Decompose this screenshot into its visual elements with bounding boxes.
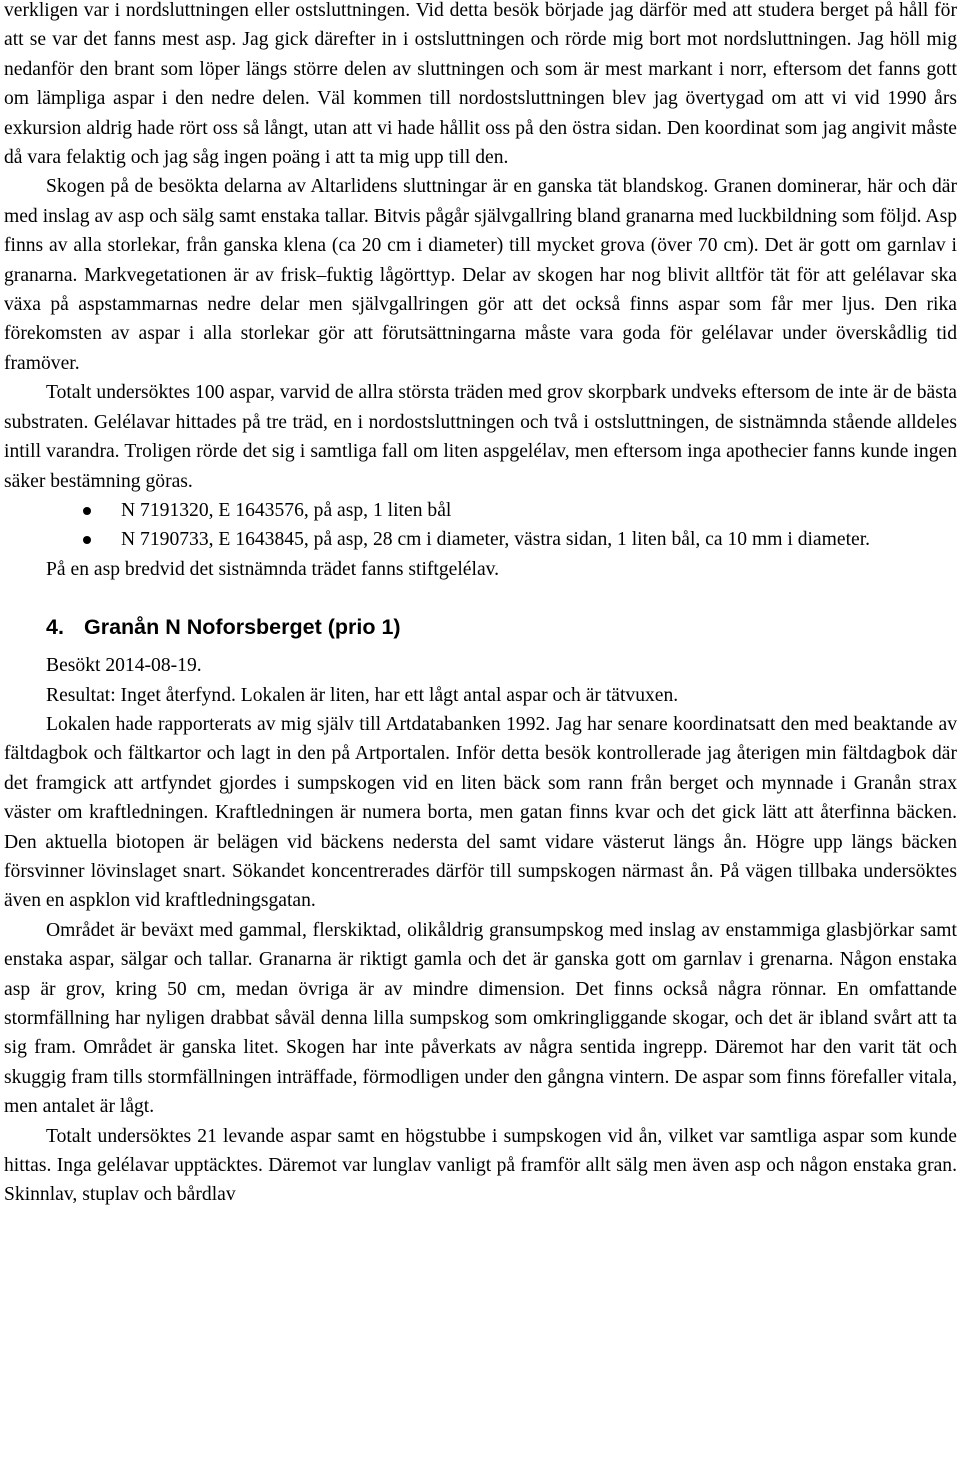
document-body <box>4 0 957 1210</box>
list-item <box>121 496 957 525</box>
list-item-text: N 7191320, E 1643576, på asp, 1 liten bål <box>121 499 452 521</box>
visit-date: Besökt 2014-08-19. <box>46 655 202 677</box>
list-item-text: N 7190733, E 1643845, på asp, 28 cm i diameter, västra sidan, 1 liten bål, ca 10 mm i diameter. <box>121 529 871 551</box>
paragraph-forest-description: Skogen på de besökta delarna av Altarlidens sluttningar är en ganska tät blandskog. Granen dominerar, här och där med inslag av asp och sälg samt enstaka tallar. Bitvis pågår självgallring bland granarna med luckbildning som följd. Asp finns av alla storlekar, från ganska klena (ca 20 cm i diameter) till mycket grova (över 70 cm). Det är gott om garnlav i granarna. Markvegetationen är av frisk–fuktig lågörttyp. Delar av skogen har nog blivit alltför tät för att gelélavar ska växa på aspstammarnas nedre delar men självgallringen gör att det också finns aspar som får mer ljus. Den rika förekomsten av aspar i alla storlekar gör att förutsättningarna måste vara goda för gelélavar under överskådlig tid framöver. <box>4 176 957 374</box>
paragraph-survey-results: Totalt undersöktes 100 aspar, varvid de allra största träden med grov skorpbark undveks eftersom de inte är de bästa substraten. Gelélavar hittades på tre träd, en i nordostsluttningen och två i ostsluttningen, de sistnämnda stående alldeles intill varandra. Troligen rörde det sig i samtliga fall om liten aspgelélav, men eftersom inga apothecier fanns kunde ingen säker bestämning göras. <box>4 382 957 492</box>
list-item <box>121 525 957 554</box>
paragraph-habitat: Området är beväxt med gammal, flerskiktad, olikåldrig gransumpskog med inslag av enstammiga glasbjörkar samt enstaka aspar, sälgar och tallar. Granarna är riktigt gamla och det är ganska gott om garnlav i grenarna. Någon enstaka asp är grov, kring 50 cm, medan övriga är av mindre dimension. Det finns också några rönnar. En omfattande stormfällning har nyligen drabbat såväl denna lilla sumpskog som omkringliggande skogar, och det är ibland svårt att ta sig fram. Området är ganska litet. Skogen har inte påverkats av några sentida ingrepp. Däremot har den varit tät och skuggig fram tills stormfällningen inträffade, förmodligen under den gångna vintern. De aspar som finns förefaller vitala, men antalet är lågt. <box>4 919 957 1118</box>
paragraph-additional-find: På en asp bredvid det sistnämnda trädet fanns stiftgelélav. <box>46 558 500 580</box>
paragraph-survey-count: Totalt undersöktes 21 levande aspar samt en högstubbe i sumpskogen vid ån, vilket var samtliga aspar som kunde hittas. Inga gelélavar upptäcktes. Däremot var lunglav vanligt på framför allt sälg men även asp och någon enstaka gran. Skinnlav, stuplav och bårdlav <box>4 1125 957 1206</box>
paragraph-intro: verkligen var i nordsluttningen eller ostsluttningen. Vid detta besök började jag därför med att studera berget på håll för att se var det fanns mest asp. Jag gick därefter in i ostsluttningen och rörde mig bort mot nordsluttningen. Jag höll mig nedanför den brant som löper längs större delen av sluttningen och som är mest markant i norr, eftersom det fanns gott om lämpliga aspar i den nedre delen. Väl kommen till nordostsluttningen blev jag övertygad om att vi vid 1990 års exkursion aldrig hade rört oss så långt, utan att vi hade hållit oss på den östra sidan. Den koordinat som jag angivit måste då vara felaktig och jag såg ingen poäng i att ta mig upp till den. <box>4 0 957 169</box>
section-heading <box>46 612 957 642</box>
find-list <box>4 496 957 555</box>
section-title: Granån N Noforsberget (prio 1) <box>84 615 401 640</box>
paragraph-locality-history: Lokalen hade rapporterats av mig själv till Artdatabanken 1992. Jag har senare koordinatsatt den med beaktande av fältdagbok och fältkartor och lagt in den på Artportalen. Inför detta besök kontrollerade jag återigen min fältdagbok där det framgick att artfyndet gjordes i sumpskogen vid en liten bäck som rann från berget och mynnade i Granån strax väster om kraftledningen. Kraftledningen är numera borta, men gatan finns kvar och det gick lätt att återfinna bäcken. Den aktuella biotopen är belägen vid bäckens nedersta del samt vidare västerut längs ån. Högre upp längs bäcken försvinner lövinslaget snart. Sökandet koncentrerades därför till sumpskogen närmast ån. På vägen tillbaka undersöktes även en aspklon vid kraftledningsgatan. <box>4 713 957 912</box>
bullet-icon <box>83 507 91 515</box>
bullet-icon <box>83 536 91 544</box>
section-number: 4. <box>46 615 64 640</box>
result-line: Resultat: Inget återfynd. Lokalen är liten, har ett lågt antal aspar och är tätvuxen. <box>46 684 679 706</box>
